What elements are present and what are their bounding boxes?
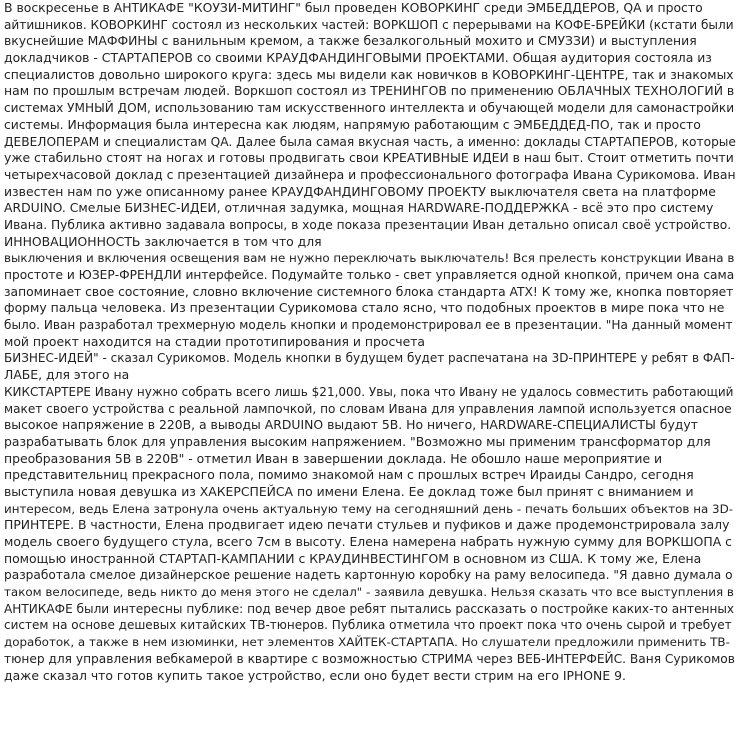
text-line: простоте и ЮЗЕР-ФРЕНДЛИ интерфейсе. Подумайте только - свет управляется одной кнопкой, причем она сама xyxy=(4,268,735,282)
text-line: В воскресенье в АНТИКАФЕ "КОУЗИ-МИТИНГ" был проведен КОВОРКИНГ среди ЭМБЕДДЕРОВ, QA и просто xyxy=(4,0,703,15)
text-line: ИННОВАЦИОННОСТЬ заключается в том что для xyxy=(4,233,322,249)
text-line: ЛАБЕ, для этого на xyxy=(4,367,130,383)
text-line: представительниц прекрасного пола, помимо знакомой нам с прошлых встреч Ираиды Сандро, сегодня xyxy=(4,467,694,483)
text-line: системы. Информация была интересна как людям, напрямую работающим с ЭМБЕДДЕД-ПО, так и просто xyxy=(4,116,701,132)
text-line: макет своего устройства с реальной лампочкой, по словам Ивана для управления лампой используется опасное xyxy=(4,401,732,416)
text-line: выступила новая девушка из ХАКЕРСПЕЙСА по имени Елена. Ее доклад тоже был принят с вниманием и xyxy=(4,483,694,499)
text-line: запоминает свое состояние, словно включение системного блока стандарта ATX! К тому же, кнопка повторяет xyxy=(4,284,734,299)
text-line: Ивана. Публика активно задавала вопросы, в ходе показа презентации Иван детально описал своё устройство. xyxy=(4,217,732,232)
text-line: помощью иностранной СТАРТАП-КАМПАНИИ с КРАУДИНВЕСТИНГОМ в основном из США. К тому же, Елена xyxy=(4,550,702,566)
text-line: модель своего будущего стула, всего 7см в высоту. Елена намерена набрать нужную сумму для ВОРКШОПА с xyxy=(4,534,732,549)
text-line: мой проект находится на стадии прототипирования и просчета xyxy=(4,333,426,349)
text-line: разработала смелое дизайнерское решение надеть картонную коробку на раму велосипеда. "Я давно думала о xyxy=(4,568,733,583)
text-line: разрабатывать блок для управления высоким напряжением. "Возможно мы применим трансформатор для xyxy=(4,433,711,449)
text-line: нам по прошлым встречам людей. Воркшоп состоял из ТРЕНИНГОВ по применению ОБЛАЧНЫХ ТЕХНОЛОГИЙ в xyxy=(4,83,735,99)
text-line: систем на основе дешевых китайских ТВ-тюнеров. Публика отметила что проект пока что очень сырой и требует xyxy=(4,618,732,633)
text-line: ARDUINO. Смелые БИЗНЕС-ИДЕИ, отличная задумка, мощная HARDWARE-ПОДДЕРЖКА - всё это про систему xyxy=(4,200,714,216)
text-line: системах УМНЫЙ ДОМ, использованию там искусственного интеллекта и обучающей модели для самонастройки xyxy=(4,101,735,116)
text-line: БИЗНЕС-ИДЕЙ" - сказал Сурикомов. Модель кнопки в будущем будет распечатана на 3D-ПРИНТЕРЕ у ребят в ФАП- xyxy=(4,351,735,366)
text-line: вкуснейшие МАФФИНЫ с ванильным кремом, а также безалкогольный мохито и СМУЗЗИ) и выступления xyxy=(4,33,697,49)
text-line: доработок, а также в нем изюминки, нет элементов ХАЙТЕК-СТАРТАПА. Но слушатели предложили применить ТВ- xyxy=(4,635,730,650)
text-line: четырехчасовой доклад с презентацией дизайнера и профессионального фотографа Ивана Сурикомова. Иван xyxy=(4,166,736,182)
text-line: тюнер для управления вебкамерой в квартире с возможностью СТРИМА через ВЕБ-ИНТЕРФЕЙС. Ваня Сурикомов xyxy=(4,651,735,666)
text-line: докладчиков - СТАРТАПЕРОВ со своими КРАУДФАНДИНГОВЫМИ ПРОЕКТАМИ. Общая аудитория состояла из xyxy=(4,50,712,66)
text-line: КИКСТАРТЕРЕ Ивану нужно собрать всего лишь $21,000. Увы, пока что Ивану не удалось совместить работающий xyxy=(4,384,734,399)
text-line: известен нам по уже описанному ранее КРАУДФАНДИНГОВОМУ ПРОЕКТУ выключателя света на платформе xyxy=(4,183,716,199)
text-line: ПРИНТЕРЕ. В частности, Елена продвигает идею печати стульев и пуфиков и даже продемонстрировала залу xyxy=(4,517,730,533)
text-line: преобразования 5В в 220В" - отметил Иван в завершении доклада. Не обошло наше мероприятие и xyxy=(4,450,663,466)
text-line: интересом, ведь Елена затронула очень актуальную тему на сегодняшний день - печать больших объектов на 3D- xyxy=(4,501,734,516)
text-line: форму пальца человека. Из презентации Сурикомова стало ясно, что подобных проектов в мире пока что не xyxy=(4,300,725,316)
text-line: уже стабильно стоят на ногах и готовы продвигать свои КРЕАТИВНЫЕ ИДЕИ в наш быт. Стоит отметить почти xyxy=(4,150,734,166)
text-line: даже сказал что готов купить такое устройство, если оно будет вести стрим на его IPHONE 9. xyxy=(4,667,626,683)
text-line: АНТИКАФЕ были интересны публике: под вечер двое ребят пытались рассказать о постройке каких-то антенных xyxy=(4,601,735,616)
text-line: айтишников. КОВОРКИНГ состоял из нескольких частей: ВОРКШОП с перерывами на КОФЕ-БРЕЙКИ (кстати были xyxy=(4,17,734,32)
text-line: таком велосипеде, ведь никто до меня этого не сделал" - заявила девушка. Нельзя сказать что все выступления в xyxy=(4,585,734,600)
text-line: ДЕВЕЛОПЕРАМ и специалистам QA. Далее была самая вкусная часть, а именно: доклады СТАРТАПЕРОВ, которые xyxy=(4,134,736,149)
text-line: специалистов довольно широкого круга: здесь мы видели как новичков в КОВОРКИНГ-ЦЕНТРЕ, так и знакомых xyxy=(4,67,734,82)
text-line: было. Иван разработал трехмерную модель кнопки и продемонстрировал ее в презентации. "На данный момент xyxy=(4,318,733,333)
text-line: высокое напряжение в 220В, а выводы ARDUINO выдают 5В. Но ничего, HARDWARE-СПЕЦИАЛИСТЫ будут xyxy=(4,417,698,433)
text-line: выключения и включения освещения вам не нужно переключать выключатель! Вся прелесть конструкции Ивана в xyxy=(4,251,735,266)
